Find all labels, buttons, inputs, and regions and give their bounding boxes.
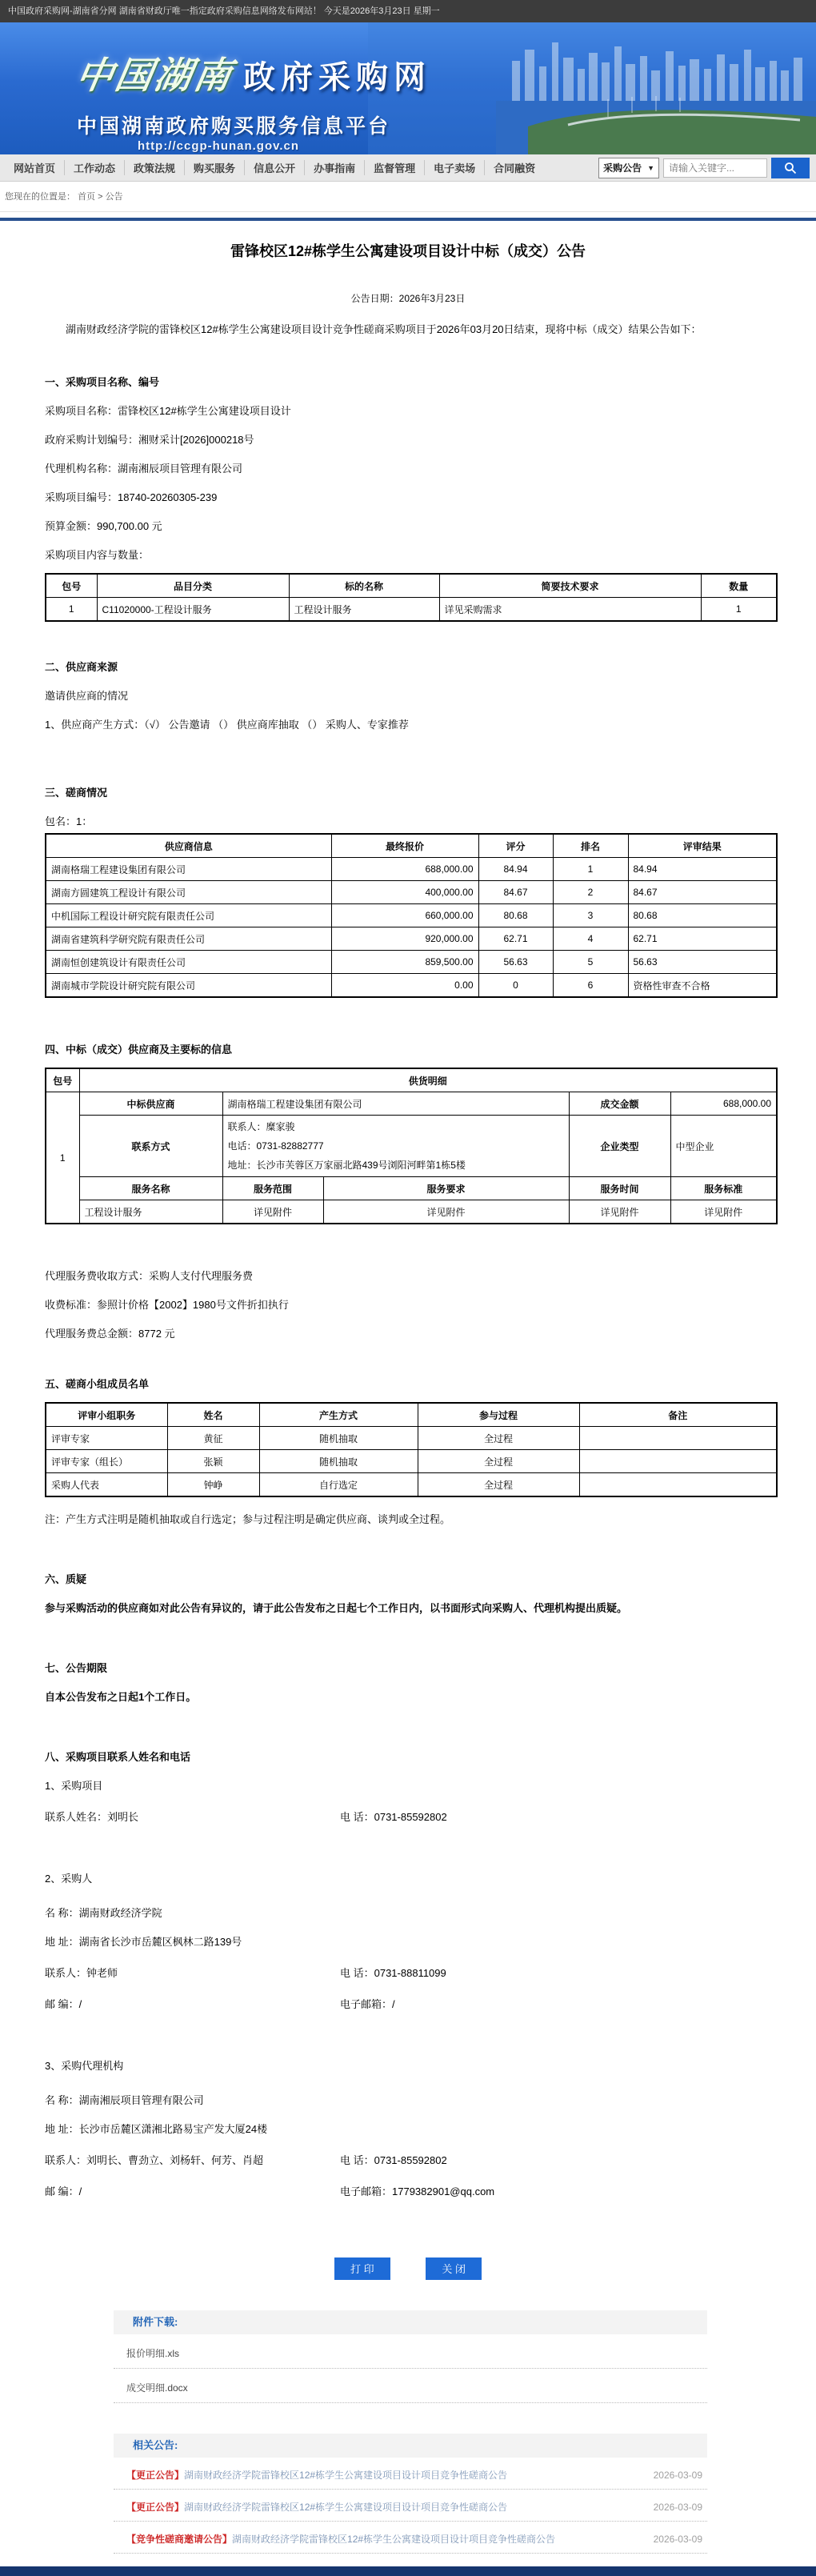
col-service-name: 服务名称 xyxy=(79,1177,222,1200)
cell-result: 80.68 xyxy=(628,904,777,927)
enterprise-type: 中型企业 xyxy=(670,1116,777,1177)
site-logo-calligraphy: 中国湖南 xyxy=(72,54,238,96)
cell-remark xyxy=(579,1427,777,1450)
winner-row xyxy=(46,1092,777,1116)
col-rank: 排名 xyxy=(553,834,628,858)
contact-group2-title: 2、采购人 xyxy=(45,1873,93,1885)
cell-method: 随机抽取 xyxy=(259,1450,418,1473)
related-announcement-link[interactable] xyxy=(126,2500,507,2514)
cell-service-standard: 详见附件 xyxy=(670,1200,777,1224)
winner-name: 湖南格瑞工程建设集团有限公司 xyxy=(222,1092,569,1116)
banner-subtitle: 中国湖南政府购买服务信息平台 xyxy=(77,115,391,138)
section3-heading: 三、磋商情况 xyxy=(45,787,108,799)
contact-row xyxy=(45,2183,816,2198)
cell-price: 920,000.00 xyxy=(331,927,478,951)
col-service-req: 服务要求 xyxy=(323,1177,569,1200)
agency-phone: 电 话：0731-85592802 xyxy=(340,2154,447,2167)
breadcrumb-prefix: 您现在的位置是： xyxy=(5,192,75,202)
cell-subject: 工程设计服务 xyxy=(289,598,439,622)
intro-paragraph: 湖南财政经济学院的雷锋校区12#栋学生公寓建设项目设计竞争性磋商采购项目于2026年03月20日结束，现将中标（成交）结果公告如下： xyxy=(66,323,702,335)
service-row xyxy=(46,1200,777,1224)
contact-group3-title: 3、采购代理机构 xyxy=(45,2060,124,2073)
announcement-text: 湖南财政经济学院雷锋校区12#栋学生公寓建设项目设计项目竞争性磋商公告 xyxy=(184,2470,508,2482)
contact-name: 联系人姓名：刘明长 xyxy=(45,1811,139,1824)
agency-contacts: 联系人：刘明长、曹劲立、刘杨轩、何芳、肖超 xyxy=(45,2154,264,2167)
buyer-zip: 邮 编：/ xyxy=(45,1998,82,2011)
search-icon xyxy=(784,162,797,174)
nav-item-work-news[interactable]: 工作动态 xyxy=(65,160,125,175)
contact-row xyxy=(45,1996,816,2011)
cell-role: 采购人代表 xyxy=(46,1473,167,1497)
cell-result: 84.94 xyxy=(628,858,777,881)
cell-score: 62.71 xyxy=(478,927,553,951)
cell-result: 资格性审查不合格 xyxy=(628,974,777,998)
col-package: 包号 xyxy=(46,1068,79,1092)
fee-standard-line: 收费标准：参照计价格【2002】1980号文件折扣执行 xyxy=(45,1299,289,1312)
contact-row xyxy=(45,2152,816,2167)
related-panel xyxy=(114,2434,707,2554)
nav-item-policies[interactable]: 政策法规 xyxy=(125,160,185,175)
cell-rank: 5 xyxy=(553,951,628,974)
breadcrumb xyxy=(0,182,816,212)
col-service-standard: 服务标准 xyxy=(670,1177,777,1200)
announcement-tag: 【更正公告】 xyxy=(126,2502,185,2514)
cell-supplier: 湖南省建筑科学研究院有限责任公司 xyxy=(46,927,331,951)
contact-phone: 电 话：0731-85592802 xyxy=(340,1811,447,1824)
agency-zip: 邮 编：/ xyxy=(45,2185,82,2198)
agency-fee-method-line: 代理服务费收取方式：采购人支付代理服务费 xyxy=(45,1270,254,1283)
related-title: 相关公告: xyxy=(114,2434,707,2458)
announcement-date: 2026-03-09 xyxy=(653,2502,702,2514)
project-name-line: 采购项目名称：雷锋校区12#栋学生公寓建设项目设计 xyxy=(45,405,291,418)
related-announcement-row xyxy=(114,2490,707,2522)
buyer-name: 名 称：湖南财政经济学院 xyxy=(45,1907,162,1920)
cell-participation: 全过程 xyxy=(418,1450,579,1473)
table-row xyxy=(46,927,777,951)
cell-result: 62.71 xyxy=(628,927,777,951)
contact-row xyxy=(45,1809,816,1824)
cell-score: 84.67 xyxy=(478,881,553,904)
cell-role: 评审专家（组长） xyxy=(46,1450,167,1473)
cell-supplier: 中机国际工程设计研究院有限责任公司 xyxy=(46,904,331,927)
col-category: 品目分类 xyxy=(97,574,289,598)
col-subject: 标的名称 xyxy=(289,574,439,598)
announcement-date: 2026-03-09 xyxy=(653,2534,702,2546)
cell-supplier: 湖南格瑞工程建设集团有限公司 xyxy=(46,858,331,881)
section2-heading: 二、供应商来源 xyxy=(45,661,118,674)
announcement-text: 湖南财政经济学院雷锋校区12#栋学生公寓建设项目设计项目竞争性磋商公告 xyxy=(184,2502,508,2514)
nav-item-info-disclosure[interactable]: 信息公开 xyxy=(245,160,305,175)
cell-price: 859,500.00 xyxy=(331,951,478,974)
table-row xyxy=(46,974,777,998)
cell-rank: 2 xyxy=(553,881,628,904)
site-logo-title: 政府采购网 xyxy=(243,60,431,95)
buyer-contact: 联系人：钟老师 xyxy=(45,1967,118,1980)
cell-service-req: 详见附件 xyxy=(323,1200,569,1224)
contact-row xyxy=(45,1965,816,1980)
cell-role: 评审专家 xyxy=(46,1427,167,1450)
table-header-row xyxy=(46,574,777,598)
announce-date: 公告日期：2026年3月23日 xyxy=(350,293,466,304)
cell-tech-req: 详见采购需求 xyxy=(439,598,701,622)
table-row xyxy=(46,858,777,881)
section4-heading: 四、中标（成交）供应商及主要标的信息 xyxy=(45,1044,233,1056)
cell-remark xyxy=(579,1473,777,1497)
cell-remark xyxy=(579,1450,777,1473)
negotiation-table xyxy=(45,833,778,998)
items-table xyxy=(45,573,778,622)
cell-participation: 全过程 xyxy=(418,1473,579,1497)
cell-score: 56.63 xyxy=(478,951,553,974)
col-supplier: 供应商信息 xyxy=(46,834,331,858)
related-announcement-link[interactable] xyxy=(126,2468,507,2482)
cell-rank: 3 xyxy=(553,904,628,927)
search-input[interactable] xyxy=(663,158,767,178)
winner-label: 中标供应商 xyxy=(79,1092,222,1116)
attachment-link[interactable]: 成交明细.docx xyxy=(114,2369,707,2403)
nav-item-e-mall[interactable]: 电子卖场 xyxy=(425,160,485,175)
banner-url: http://ccgp-hunan.gov.cn xyxy=(138,139,300,153)
cell-price: 660,000.00 xyxy=(331,904,478,927)
contact-address: 地址：长沙市芙蓉区万家丽北路439号浏阳河畔第1栋5楼 xyxy=(227,1160,466,1172)
close-button[interactable]: 关 闭 xyxy=(426,2258,482,2280)
nav-item-contract-finance[interactable]: 合同融资 xyxy=(494,162,536,174)
section7-heading: 七、公告期限 xyxy=(45,1662,108,1675)
section5-heading: 五、磋商小组成员名单 xyxy=(45,1378,150,1391)
buyer-phone: 电 话：0731-88811099 xyxy=(340,1967,446,1980)
col-role: 评审小组职务 xyxy=(46,1403,167,1427)
cell-supplier: 湖南城市学院设计研究院有限公司 xyxy=(46,974,331,998)
amount-value: 688,000.00 xyxy=(670,1092,777,1116)
table-row xyxy=(46,1450,777,1473)
col-qty: 数量 xyxy=(701,574,777,598)
table-row xyxy=(46,904,777,927)
attachments-panel xyxy=(114,2310,707,2403)
project-number-line: 采购项目编号：18740-20260305-239 xyxy=(45,491,218,504)
enterprise-label: 企业类型 xyxy=(569,1116,670,1177)
table-header-row xyxy=(46,834,777,858)
announcement-date: 2026-03-09 xyxy=(653,2470,702,2482)
cell-rank: 4 xyxy=(553,927,628,951)
site-banner xyxy=(0,22,816,154)
cell-supplier: 湖南恒创建筑设计有限责任公司 xyxy=(46,951,331,974)
related-announcement-link[interactable] xyxy=(126,2532,555,2546)
banner-cityscape-image xyxy=(368,22,816,154)
page-footer-bar xyxy=(0,2566,816,2576)
col-remark: 备注 xyxy=(579,1403,777,1427)
agency-name-line: 代理机构名称：湖南湘辰项目管理有限公司 xyxy=(45,463,243,475)
attachment-link[interactable]: 报价明细.xls xyxy=(114,2334,707,2369)
announcement-tag: 【更正公告】 xyxy=(126,2470,185,2482)
col-name: 姓名 xyxy=(167,1403,259,1427)
cell-price: 0.00 xyxy=(331,974,478,998)
agency-name: 名 称：湖南湘辰项目管理有限公司 xyxy=(45,2094,204,2107)
table-row xyxy=(46,598,777,622)
panel-members-table xyxy=(45,1402,778,1497)
table-row xyxy=(46,1427,777,1450)
cell-name: 钟峥 xyxy=(167,1473,259,1497)
cell-result: 56.63 xyxy=(628,951,777,974)
section8-heading: 八、采购项目联系人姓名和电话 xyxy=(45,1751,191,1764)
search-category-value: 采购公告 xyxy=(603,162,642,174)
col-tech-req: 简要技术要求 xyxy=(439,574,701,598)
contact-person: 联系人：糜家骏 xyxy=(227,1121,295,1133)
table-row xyxy=(46,881,777,904)
search-button[interactable] xyxy=(771,158,810,178)
buyer-address: 地 址：湖南省长沙市岳麓区枫林二路139号 xyxy=(45,1936,242,1949)
contact-label: 联系方式 xyxy=(79,1116,222,1177)
table-header-row xyxy=(46,1068,777,1092)
budget-line: 预算金额：990,700.00 元 xyxy=(45,520,162,533)
related-announcement-row xyxy=(114,2458,707,2490)
cell-result: 84.67 xyxy=(628,881,777,904)
table-row xyxy=(46,1473,777,1497)
section6-heading: 六、质疑 xyxy=(45,1573,87,1586)
package-name-line: 包名：1： xyxy=(45,815,93,828)
cell-rank: 1 xyxy=(553,858,628,881)
top-notice-bar: 中国政府采购网-湖南省分网 湖南省财政厅唯一指定政府采购信息网络发布网站！ 今天是2026年3月23日 星期一 xyxy=(0,0,816,22)
cell-participation: 全过程 xyxy=(418,1427,579,1450)
print-button[interactable]: 打 印 xyxy=(334,2258,390,2280)
nav-item-supervision[interactable]: 监督管理 xyxy=(365,160,425,175)
cell-score: 84.94 xyxy=(478,858,553,881)
cell-method: 自行选定 xyxy=(259,1473,418,1497)
announcement-panel xyxy=(0,218,816,2576)
supplier-source-line: 1、供应商产生方式：（√） 公告邀请 （） 供应商库抽取 （） 采购人、专家推荐 xyxy=(45,719,409,731)
breadcrumb-current[interactable]: 公告 xyxy=(105,192,123,202)
main-navbar xyxy=(0,154,816,182)
cell-package-no: 1 xyxy=(46,1092,79,1224)
award-table xyxy=(45,1068,778,1224)
service-header-row xyxy=(46,1177,777,1200)
cell-service-name: 工程设计服务 xyxy=(79,1200,222,1224)
cell-qty: 1 xyxy=(701,598,777,622)
nav-item-home[interactable]: 网站首页 xyxy=(5,160,65,175)
col-supply-detail: 供货明细 xyxy=(79,1068,777,1092)
period-text: 自本公告发布之日起1个工作日。 xyxy=(45,1691,197,1704)
col-score: 评分 xyxy=(478,834,553,858)
cell-score: 0 xyxy=(478,974,553,998)
cell-rank: 6 xyxy=(553,974,628,998)
col-service-scope: 服务范围 xyxy=(222,1177,323,1200)
table-row xyxy=(46,951,777,974)
contact-row xyxy=(46,1116,777,1177)
amount-label: 成交金额 xyxy=(569,1092,670,1116)
col-service-time: 服务时间 xyxy=(569,1177,670,1200)
fee-total-line: 代理服务费总金额：8772 元 xyxy=(45,1328,175,1340)
table-header-row xyxy=(46,1403,777,1427)
breadcrumb-home-link[interactable]: 首页 xyxy=(78,192,96,202)
contact-detail xyxy=(222,1116,569,1177)
cell-category: C11020000-工程设计服务 xyxy=(97,598,289,622)
breadcrumb-separator: > xyxy=(98,192,103,202)
panel-note-line: 注：产生方式注明是随机抽取或自行选定；参与过程注明是确定供应商、谈判或全过程。 xyxy=(45,1513,451,1526)
content-qty-line: 采购项目内容与数量： xyxy=(45,549,150,562)
cell-name: 黄征 xyxy=(167,1427,259,1450)
action-button-row xyxy=(0,2258,816,2280)
plan-number-line: 政府采购计划编号：湘财采计[2026]000218号 xyxy=(45,434,254,447)
cell-price: 400,000.00 xyxy=(331,881,478,904)
agency-email: 电子邮箱：1779382901@qq.com xyxy=(340,2185,495,2198)
cell-score: 80.68 xyxy=(478,904,553,927)
attachments-title: 附件下载: xyxy=(114,2310,707,2334)
page-title: 雷锋校区12#栋学生公寓建设项目设计中标（成交）公告 xyxy=(230,243,586,259)
col-review-result: 评审结果 xyxy=(628,834,777,858)
col-selection-method: 产生方式 xyxy=(259,1403,418,1427)
related-announcement-row xyxy=(114,2522,707,2554)
contact-group1-title: 1、采购项目 xyxy=(45,1780,103,1793)
invite-suppliers-line: 邀请供应商的情况 xyxy=(45,690,129,703)
chevron-down-icon: ▼ xyxy=(647,163,654,172)
cell-price: 688,000.00 xyxy=(331,858,478,881)
announcement-text: 湖南财政经济学院雷锋校区12#栋学生公寓建设项目设计项目竞争性磋商公告 xyxy=(232,2534,556,2546)
cell-service-time: 详见附件 xyxy=(569,1200,670,1224)
agency-address: 地 址：长沙市岳麓区潇湘北路易宝产发大厦24楼 xyxy=(45,2123,268,2136)
col-final-price: 最终报价 xyxy=(331,834,478,858)
nav-item-purchase-services[interactable]: 购买服务 xyxy=(185,160,245,175)
col-package: 包号 xyxy=(46,574,97,598)
cell-name: 张颖 xyxy=(167,1450,259,1473)
nav-search-area xyxy=(598,158,811,178)
cell-service-scope: 详见附件 xyxy=(222,1200,323,1224)
objection-text: 参与采购活动的供应商如对此公告有异议的，请于此公告发布之日起七个工作日内，以书面形式向采购人、代理机构提出质疑。 xyxy=(45,1602,628,1615)
buyer-email: 电子邮箱：/ xyxy=(340,1998,395,2011)
col-participation: 参与过程 xyxy=(418,1403,579,1427)
search-category-select[interactable] xyxy=(598,158,659,178)
announcement-tag: 【竞争性磋商邀请公告】 xyxy=(126,2534,233,2546)
section1-heading: 一、采购项目名称、编号 xyxy=(45,376,160,389)
nav-item-service-guide[interactable]: 办事指南 xyxy=(305,160,365,175)
cell-supplier: 湖南方圆建筑工程设计有限公司 xyxy=(46,881,331,904)
contact-phone: 电话：0731-82882777 xyxy=(227,1140,324,1152)
cell-package: 1 xyxy=(46,598,97,622)
cell-method: 随机抽取 xyxy=(259,1427,418,1450)
